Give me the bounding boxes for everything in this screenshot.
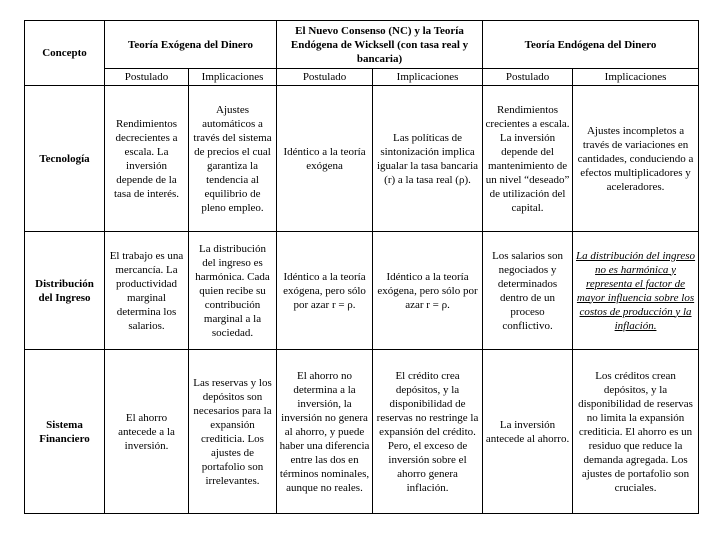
exo-implicaciones-cell: Ajustes automáticos a través del sistema de precios el cual garantiza la tendencia al equilibrio de pleno empleo.	[189, 86, 277, 232]
nc-postulado-cell: Idéntico a la teoría exógena	[277, 86, 373, 232]
row-concept-sistema-financiero: Sistema Financiero	[25, 350, 105, 514]
exo-implicaciones-cell: La distribución del ingreso es harmónica. Cada quien recibe su contribución marginal a la sociedad.	[189, 232, 277, 350]
nc-implicaciones-header: Implicaciones	[373, 69, 483, 86]
comparison-table	[24, 20, 699, 514]
endo-theory-header: Teoría Endógena del Dinero	[483, 21, 699, 69]
nc-implicaciones-cell: Las políticas de sintonización implica igualar la tasa bancaria (r) a la tasa real (ρ).	[373, 86, 483, 232]
table-row	[25, 350, 699, 514]
exo-implicaciones-cell: Las reservas y los depósitos son necesarios para la expansión crediticia. Los ajustes de portafolio son irrelevantes.	[189, 350, 277, 514]
endo-implicaciones-cell	[573, 232, 699, 350]
endo-postulado-cell: La inversión antecede al ahorro.	[483, 350, 573, 514]
nc-postulado-cell: Idéntico a la teoría exógena, pero sólo por azar r = ρ.	[277, 232, 373, 350]
endo-implicaciones-header: Implicaciones	[573, 69, 699, 86]
endo-implicaciones-cell: Ajustes incompletos a través de variaciones en cantidades, conduciendo a efectos multiplicadores y aceleradores.	[573, 86, 699, 232]
row-concept-tecnologia: Tecnología	[25, 86, 105, 232]
table-row	[25, 232, 699, 350]
endo-postulado-cell: Rendimientos crecientes a escala. La inversión depende del mantenimiento de un nivel “deseado” de utilización del capital.	[483, 86, 573, 232]
nc-implicaciones-cell: El crédito crea depósitos, y la disponibilidad de reservas no restringe la expansión del crédito. Pero, el exceso de inversión sobre el ahorro genera inflación.	[373, 350, 483, 514]
exo-postulado-cell: El ahorro antecede a la inversión.	[105, 350, 189, 514]
exo-postulado-header: Postulado	[105, 69, 189, 86]
exo-implicaciones-header: Implicaciones	[189, 69, 277, 86]
exo-theory-header: Teoría Exógena del Dinero	[105, 21, 277, 69]
nc-theory-header: El Nuevo Consenso (NC) y la Teoría Endógena de Wicksell (con tasa real y bancaria)	[277, 21, 483, 69]
exo-postulado-cell: Rendimientos decrecientes a escala. La inversión depende de la tasa de interés.	[105, 86, 189, 232]
concept-header: Concepto	[25, 21, 105, 86]
endo-implicaciones-cell: Los créditos crean depósitos, y la disponibilidad de reservas no limita la expansión crediticia. El ahorro es un residuo que reduce la demanda agregada. Los ajustes de portafolio son cruciales.	[573, 350, 699, 514]
table-row	[25, 86, 699, 232]
endo-postulado-header: Postulado	[483, 69, 573, 86]
nc-implicaciones-cell: Idéntico a la teoría exógena, pero sólo por azar r = ρ.	[373, 232, 483, 350]
exo-postulado-cell: El trabajo es una mercancía. La productividad marginal determina los salarios.	[105, 232, 189, 350]
row-concept-distribucion: Distribución del Ingreso	[25, 232, 105, 350]
nc-postulado-cell: El ahorro no determina a la inversión, la inversión no genera al ahorro, y puede haber una diferencia entre las dos en términos nominales, aunque no reales.	[277, 350, 373, 514]
endo-postulado-cell: Los salarios son negociados y determinados dentro de un proceso conflictivo.	[483, 232, 573, 350]
header-row	[25, 21, 699, 69]
nc-postulado-header: Postulado	[277, 69, 373, 86]
subheader-row	[25, 69, 699, 86]
endo-implicaciones-emphasis: La distribución del ingreso no es harmónica y representa el factor de mayor influencia sobre los costos de producción y la inflación.	[575, 249, 696, 332]
